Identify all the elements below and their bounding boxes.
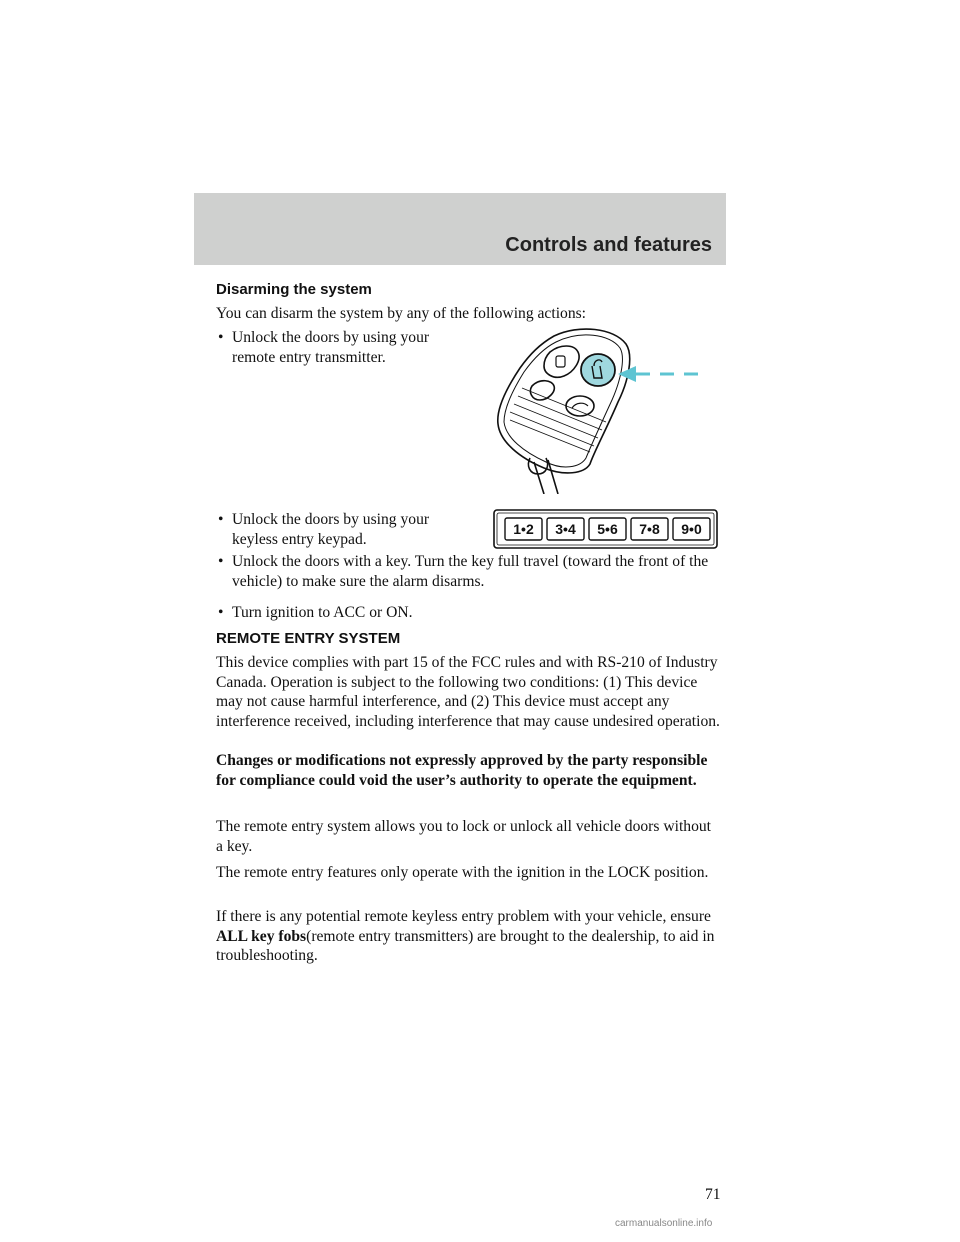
troubleshooting-text-a: If there is any potential remote keyless entry problem with your vehicle, ensure bbox=[216, 908, 711, 925]
bullet-dot: • bbox=[218, 511, 224, 528]
bullet-remote-transmitter bbox=[218, 328, 463, 367]
troubleshooting-text-b: (remote entry transmitters) are brought to the dealership, to aid in troubleshooting. bbox=[216, 927, 715, 964]
section-title: Controls and features bbox=[505, 234, 712, 256]
disarm-intro: You can disarm the system by any of the following actions: bbox=[216, 305, 587, 322]
bullet-ignition bbox=[218, 603, 718, 623]
arrow-indicator bbox=[618, 366, 708, 382]
bullet-text: Unlock the doors by using your remote entry transmitter. bbox=[232, 329, 430, 366]
key-fobs-emphasis: ALL key fobs bbox=[216, 927, 307, 945]
watermark-footer: carmanualsonline.info bbox=[615, 1218, 713, 1229]
bullet-dot: • bbox=[218, 329, 224, 346]
bullet-dot: • bbox=[218, 553, 224, 570]
keyless-keypad-illustration bbox=[493, 509, 718, 549]
keypad-key-label: 1•2 bbox=[513, 521, 534, 537]
page-number: 71 bbox=[705, 1186, 721, 1203]
remote-description: The remote entry system allows you to lock or unlock all vehicle doors without a key. bbox=[216, 818, 711, 855]
bullet-text: Unlock the doors with a key. Turn the key full travel (toward the front of the vehicle) to make sure the alarm disarms. bbox=[232, 553, 709, 590]
ignition-lock-note: The remote entry features only operate with the ignition in the LOCK position. bbox=[216, 864, 709, 881]
bullet-text: Unlock the doors by using your keyless entry keypad. bbox=[232, 511, 430, 548]
section-header-band bbox=[194, 193, 726, 265]
remote-entry-heading: REMOTE ENTRY SYSTEM bbox=[216, 630, 401, 647]
remote-fob-illustration bbox=[494, 322, 714, 494]
keypad-key-label: 5•6 bbox=[597, 521, 618, 537]
fcc-paragraph: This device complies with part 15 of the FCC rules and with RS-210 of Industry Canada. Operation is subject to the following two conditions: (1) This device may not cause harmful interference, and (2) This device must accept any interference received, including interference that may cause undesired operation. bbox=[216, 654, 720, 730]
keypad-key-label: 9•0 bbox=[681, 521, 702, 537]
keypad-key-label: 7•8 bbox=[639, 521, 660, 537]
disarm-heading: Disarming the system bbox=[216, 281, 372, 298]
bullet-dot: • bbox=[218, 604, 224, 621]
bullet-key-unlock bbox=[218, 552, 718, 591]
unlock-button-highlight bbox=[581, 354, 615, 386]
modification-warning: Changes or modifications not expressly approved by the party responsible for compliance could void the user’s authority to operate the equipment. bbox=[216, 752, 708, 789]
troubleshooting-paragraph bbox=[216, 907, 722, 966]
bullet-keyless-keypad bbox=[218, 510, 463, 549]
keypad-key-label: 3•4 bbox=[555, 521, 576, 537]
bullet-text: Turn ignition to ACC or ON. bbox=[232, 604, 413, 621]
